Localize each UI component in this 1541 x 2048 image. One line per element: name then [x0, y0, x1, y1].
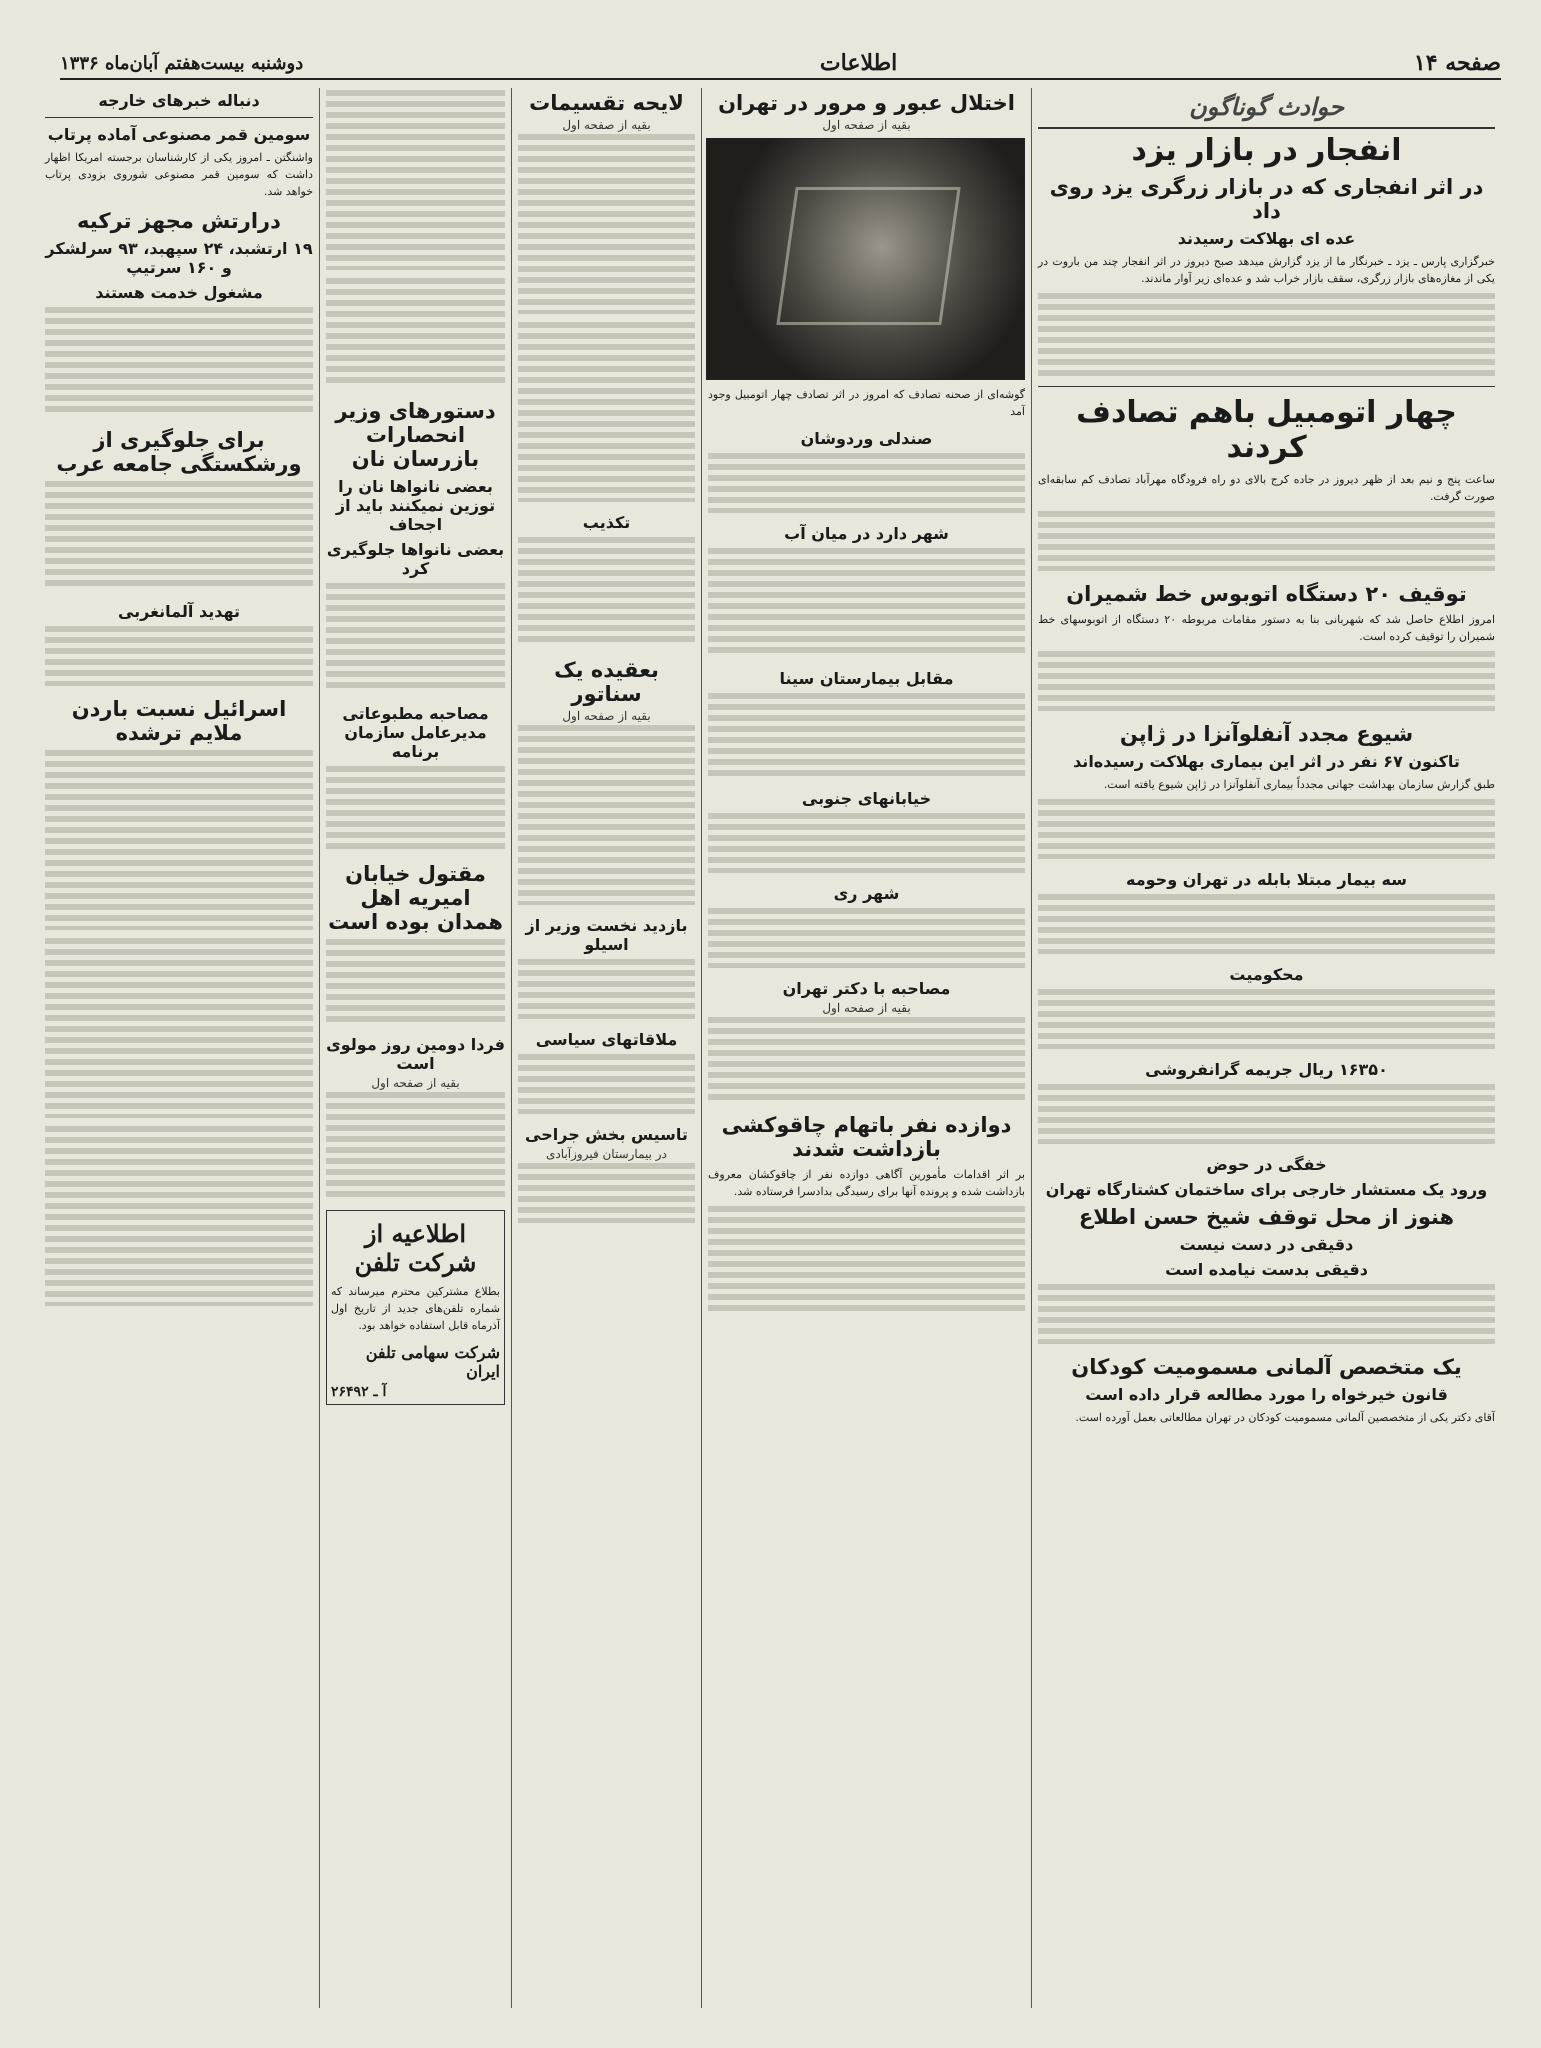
- column-foreign: [39, 88, 319, 2008]
- hasan-headline: هنوز از محل توقف شیخ حسن اطلاع: [1078, 1205, 1455, 1229]
- doctor-headline: یک متخصص آلمانی مسمومیت کودکان: [1071, 1355, 1462, 1379]
- israel-headline: اسرائیل نسبت باردن ملایم ترشده: [71, 697, 287, 745]
- phone-signature: شرکت سهامی تلفن ایران: [365, 1343, 500, 1381]
- column-traffic: [701, 88, 1031, 2008]
- moon-headline: سومین قمر مصنوعی آماده پرتاب: [47, 125, 311, 144]
- convicted-headline: محکومیت: [1229, 965, 1304, 984]
- flu-article: طبق گزارش سازمان بهداشت جهانی مجدداً بیماری آنفلوآنزا در ژاپن شیوع یافته است.: [1103, 778, 1495, 791]
- yazd-article: خبرگزاری پارس ـ یزد ـ خبرنگار ما از یزد گزارش میدهد صبح دیروز در اثر انفجار چند من باروت در یکی از مغازه‌های بازار زرگری، سقف بازار خراب شد و عده‌ای زیر آوار ماندند.: [1038, 255, 1495, 285]
- page-label: صفحه ۱۴: [1413, 50, 1501, 76]
- hasan-subhead: دقیقی در دست نیست: [1179, 1235, 1354, 1254]
- mowlavi-headline: فردا دومین روز مولوی است: [326, 1035, 505, 1073]
- divider: [45, 117, 313, 118]
- text-block: [45, 307, 313, 417]
- text-block: [1038, 511, 1495, 571]
- column-bill: [511, 88, 701, 2008]
- text-block: [1038, 293, 1495, 378]
- text-block: [1038, 1084, 1495, 1144]
- cars-headline: چهار اتومبیل باهم تصادف کردند: [1076, 395, 1457, 465]
- bakers-headline: دستورهای وزیر انحصارات بازرسان نان: [335, 399, 496, 471]
- text-block: [1038, 651, 1495, 711]
- column-incidents: [1031, 88, 1501, 2008]
- cars-article: ساعت پنج و نیم بعد از ظهر دیروز در جاده کرج بالای دو راه فرودگاه مهرآباد تصادف کم سابقه‌ای صورت گرفت.: [1038, 473, 1495, 503]
- yazd-subhead: در اثر انفجاری که در بازار زرگری یزد روی داد: [1049, 175, 1484, 223]
- text-block: [518, 725, 695, 905]
- arab-headline: برای جلوگیری از ورشکستگی جامعه عرب: [56, 428, 302, 476]
- senator-kicker: بقیه از صفحه اول: [562, 709, 651, 723]
- divider: [1038, 386, 1495, 387]
- senator-headline: بعقیده یک سناتور: [554, 658, 659, 706]
- killed-headline: مقتول خیابان امیریه اهل همدان بوده است: [328, 862, 503, 934]
- foreign-headline: دنباله خبرهای خارجه: [98, 91, 260, 110]
- text-block: [708, 1017, 1025, 1102]
- bill-headline: لایحه تقسیمات: [529, 91, 684, 115]
- incidents-banner: حوادث گوناگون: [1038, 88, 1495, 129]
- knife-headline: دوازده نفر باتهام چاقوکشی بازداشت شدند: [721, 1113, 1012, 1161]
- interview-kicker: بقیه از صفحه اول: [822, 1001, 911, 1015]
- text-block: [708, 813, 1025, 873]
- doctor-article: آقای دکتر یکی از متخصصین آلمانی مسمومیت کودکان در تهران مطالعاتی بعمل آورده است.: [1075, 1411, 1495, 1424]
- text-block: [708, 693, 1025, 778]
- hospital-headline: سه بیمار مبتلا بابله در تهران وحومه: [1126, 870, 1407, 889]
- text-block: [518, 322, 695, 502]
- water-headline: شهر دارد در میان آب: [784, 524, 949, 543]
- text-block: [326, 1092, 505, 1202]
- text-block: [708, 1206, 1025, 1316]
- traffic-kicker: بقیه از صفحه اول: [822, 118, 911, 132]
- turkey-headline: درارتش مجهز ترکیه: [77, 209, 281, 233]
- text-block: [518, 1163, 695, 1223]
- denial-headline: تکذیب: [582, 513, 631, 532]
- masthead: [60, 48, 1501, 80]
- text-block: [708, 548, 1025, 658]
- text-block: [708, 453, 1025, 513]
- drown-headline: خفگی در حوض: [1206, 1155, 1327, 1174]
- accident-photo: [706, 138, 1025, 380]
- flu-subhead: تاکنون ۶۷ نفر در اثر این بیماری بهلاکت رسیده‌اند: [1073, 752, 1460, 771]
- buses-headline: توقیف ۲۰ دستگاه اتوبوس خط شمیران: [1066, 582, 1467, 606]
- turkey-subhead-2: مشغول خدمت هستند: [95, 283, 263, 302]
- phone-notice: [326, 1210, 505, 1405]
- flu-headline: شیوع مجدد آنفلوآنزا در ژاپن: [1119, 722, 1414, 746]
- germany-headline: تهدید آلمانغربی: [117, 602, 241, 621]
- traffic-headline: اختلال عبور و مرور در تهران: [718, 91, 1015, 115]
- text-block: [326, 766, 505, 851]
- bakers-subhead-2: بعضی نانواها جلوگیری کرد: [326, 540, 505, 578]
- phone-headline: اطلاعیه از شرکت تلفن: [354, 1219, 477, 1277]
- photo-caption: گوشه‌ای از صحنه تصادف که امروز در اثر تصادف چهار اتومبیل وجود آمد: [708, 388, 1025, 418]
- mowlavi-kicker: بقیه از صفحه اول: [371, 1076, 460, 1090]
- text-block: [1038, 1284, 1495, 1344]
- text-block: [45, 626, 313, 686]
- text-block: [45, 938, 313, 1118]
- bench-headline: صندلی وردوشان: [800, 429, 933, 448]
- text-block: [1038, 894, 1495, 954]
- moon-article: واشنگتن ـ امروز یکی از کارشناسان برجسته امریکا اظهار داشت که سومین قمر مصنوعی شوروی بزودی پرتاب خواهد شد.: [45, 151, 313, 198]
- political-headline: ملاقاتهای سیاسی: [535, 1030, 678, 1049]
- interview-headline: مصاحبه با دکتر تهران: [782, 979, 951, 998]
- text-block: [45, 1126, 313, 1306]
- text-block: [326, 90, 505, 270]
- paper-name: اطلاعات: [819, 50, 898, 76]
- shahr-rey-headline: شهر ری: [833, 884, 900, 903]
- fine-headline: ۱۶۳۵۰ ریال جریمه گرانفروشی: [1145, 1060, 1388, 1079]
- phone-code: آ ـ ۲۶۴۹۲: [331, 1384, 387, 1400]
- text-block: [326, 939, 505, 1024]
- turkey-subhead: ۱۹ ارتشبد، ۲۴ سپهبد، ۹۳ سرلشکر و ۱۶۰ سرتیپ: [45, 239, 313, 277]
- knife-article: بر اثر اقدامات مأمورین آگاهی دوازده نفر از چاقوکشان معروف بازداشت شده و پرونده آنها برای رسیدگی بدادسرا فرستاده شد.: [708, 1168, 1025, 1198]
- south-streets-headline: خیابانهای جنوبی: [801, 789, 932, 808]
- text-block: [518, 134, 695, 314]
- text-block: [326, 583, 505, 693]
- date-line: دوشنبه بیست‌هفتم آبان‌ماه ۱۳۳۶: [60, 52, 304, 74]
- surgery-headline: تاسیس بخش جراحی: [525, 1125, 688, 1144]
- hasan-subhead-2: دقیقی بدست نیامده است: [1165, 1260, 1368, 1279]
- text-block: [45, 481, 313, 591]
- planning-headline: مصاحبه مطبوعاتی مدیرعامل سازمان برنامه: [342, 704, 489, 761]
- yazd-headline: انفجار در بازار یزد: [1131, 133, 1402, 168]
- text-block: [518, 959, 695, 1019]
- buses-article: امروز اطلاع حاصل شد که شهربانی بنا به دستور مقامات مربوطه ۲۰ دستگاه از اتوبوسهای خط شمیران را توقیف کرده است.: [1038, 613, 1496, 643]
- izmir-headline: بازدید نخست وزیر از اسیلو: [525, 916, 688, 954]
- column-domestic: [319, 88, 511, 2008]
- text-block: [708, 908, 1025, 968]
- doctor-subhead: قانون خیرخواه را مورد مطالعه قرار داده است: [1085, 1385, 1448, 1404]
- bakers-subhead: بعضی نانواها نان را توزین نمیکنند باید از اجحاف: [335, 477, 496, 534]
- yazd-subhead-2: عده ای بهلاکت رسیدند: [1177, 229, 1356, 248]
- text-block: [518, 537, 695, 647]
- sina-headline: مقابل بیمارستان سینا: [779, 669, 954, 688]
- text-block: [1038, 989, 1495, 1049]
- text-block: [45, 750, 313, 930]
- phone-article: بطلاع مشترکین محترم میرساند که شماره تلفن‌های جدید از تاریخ اول آذرماه قابل استفاده خواهد بود.: [331, 1285, 500, 1332]
- text-block: [518, 1054, 695, 1114]
- advisor-headline: ورود یک مستشار خارجی برای ساختمان کشتارگاه تهران: [1045, 1180, 1488, 1199]
- text-block: [326, 278, 505, 388]
- surgery-subhead: در بیمارستان فیروزآبادی: [546, 1147, 667, 1161]
- text-block: [1038, 799, 1495, 859]
- bill-kicker: بقیه از صفحه اول: [562, 118, 651, 132]
